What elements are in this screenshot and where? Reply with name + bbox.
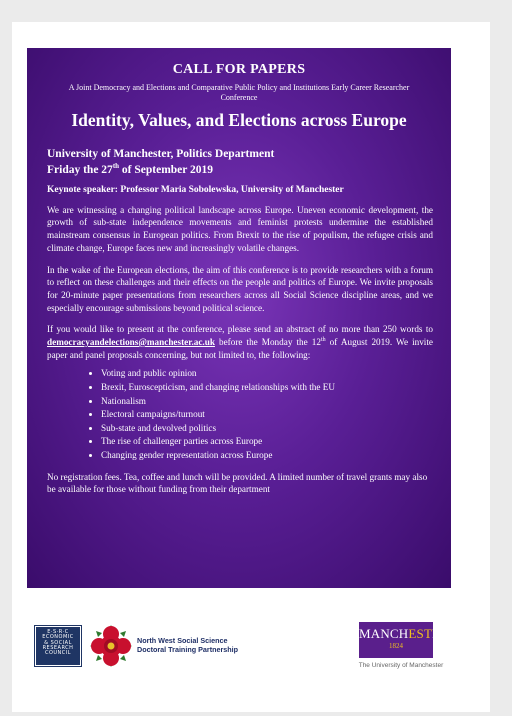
topics-list [41, 367, 437, 462]
list-item: • Brexit, Euroscepticism, and changing relationships with the EU [101, 381, 437, 395]
list-item: • Electoral campaigns/turnout [101, 408, 437, 422]
manchester-wordmark [359, 626, 450, 641]
university-of-manchester-logo [349, 622, 451, 674]
manchester-year: 1824 [389, 642, 403, 650]
paragraph-submission [47, 323, 433, 361]
esrc-line: COUNCIL [44, 650, 72, 656]
date-line [47, 162, 437, 177]
nwss-line: Doctoral Training Partnership [137, 645, 239, 655]
wordmark-part: ER [432, 626, 450, 641]
list-item: • Voting and public opinion [101, 367, 437, 381]
list-item: • Sub-state and devolved politics [101, 422, 437, 436]
keynote-speaker: Keynote speaker: Professor Maria Sobolewska, University of Manchester [47, 184, 344, 195]
registration-note: No registration fees. Tea, coffee and lunch will be provided. A limited number of travel grants may also be available for those without funding from their department [47, 471, 428, 495]
esrc-line: ECONOMIC [42, 634, 74, 641]
poster-title: CALL FOR PAPERS [172, 62, 306, 77]
paragraph-intro: We are witnessing a changing political landscape across Europe. Uneven economic development, the growth of sub-state independence movements and feminist protests undermine the established mainstream consensus in European politics. From Brexit to the rise of populism, the refugee crisis and climate change, Europe faces new and increasingly volatile changes. [47, 204, 433, 253]
paragraph-aim: In the wake of the European elections, the aim of this conference is to provide researchers with a forum to reflect on these challenges and their effects on the people and politics of Europe. We invite proposals for 20-minute paper presentations from researchers across all Social Science discipline areas, and we especially encourage submissions beyond political science. [47, 264, 433, 313]
lancashire-rose-icon [89, 624, 133, 668]
wordmark-est: EST [408, 626, 433, 641]
manchester-caption: The University of Manchester [358, 662, 444, 669]
call-for-papers-poster [27, 48, 451, 588]
submission-text-c: of August 2019. We invite paper and panel proposals concerning, but not limited to, the following: [47, 337, 433, 360]
list-item: • Nationalism [101, 395, 437, 409]
venue-block [47, 147, 437, 177]
date-suffix: of September 2019 [119, 163, 214, 176]
esrc-line: & SOCIAL [44, 639, 72, 646]
submission-text-b: before the Monday the 12 [214, 337, 321, 348]
manchester-logo-box [359, 622, 450, 658]
date-prefix: Friday the 27 [47, 163, 113, 176]
poster-subtitle: A Joint Democracy and Elections and Comparative Public Policy and Institutions Early Career Researcher Conference [68, 83, 410, 102]
nwss-dtp-logo [137, 636, 277, 655]
submission-text-a: If you would like to present at the conference, please send an abstract of no more than 250 words to [47, 324, 433, 335]
list-item: • Changing gender representation across Europe [101, 449, 437, 463]
esrc-logo [35, 626, 81, 666]
email-link[interactable]: democracyandelections@manchester.ac.uk [47, 337, 215, 348]
conference-headline: Identity, Values, and Elections across Europe [71, 110, 407, 131]
list-item: • The rise of challenger parties across Europe [101, 435, 437, 449]
submission-sup: th [320, 336, 326, 343]
date-sup: th [112, 161, 120, 170]
esrc-line: E·S·R·C [47, 629, 69, 635]
wordmark-part: MANCH [359, 626, 409, 641]
nwss-line: North West Social Science [137, 636, 228, 645]
venue-line: University of Manchester, Politics Department [47, 148, 275, 161]
esrc-line: RESEARCH [42, 644, 74, 651]
sponsor-logos [27, 622, 451, 672]
